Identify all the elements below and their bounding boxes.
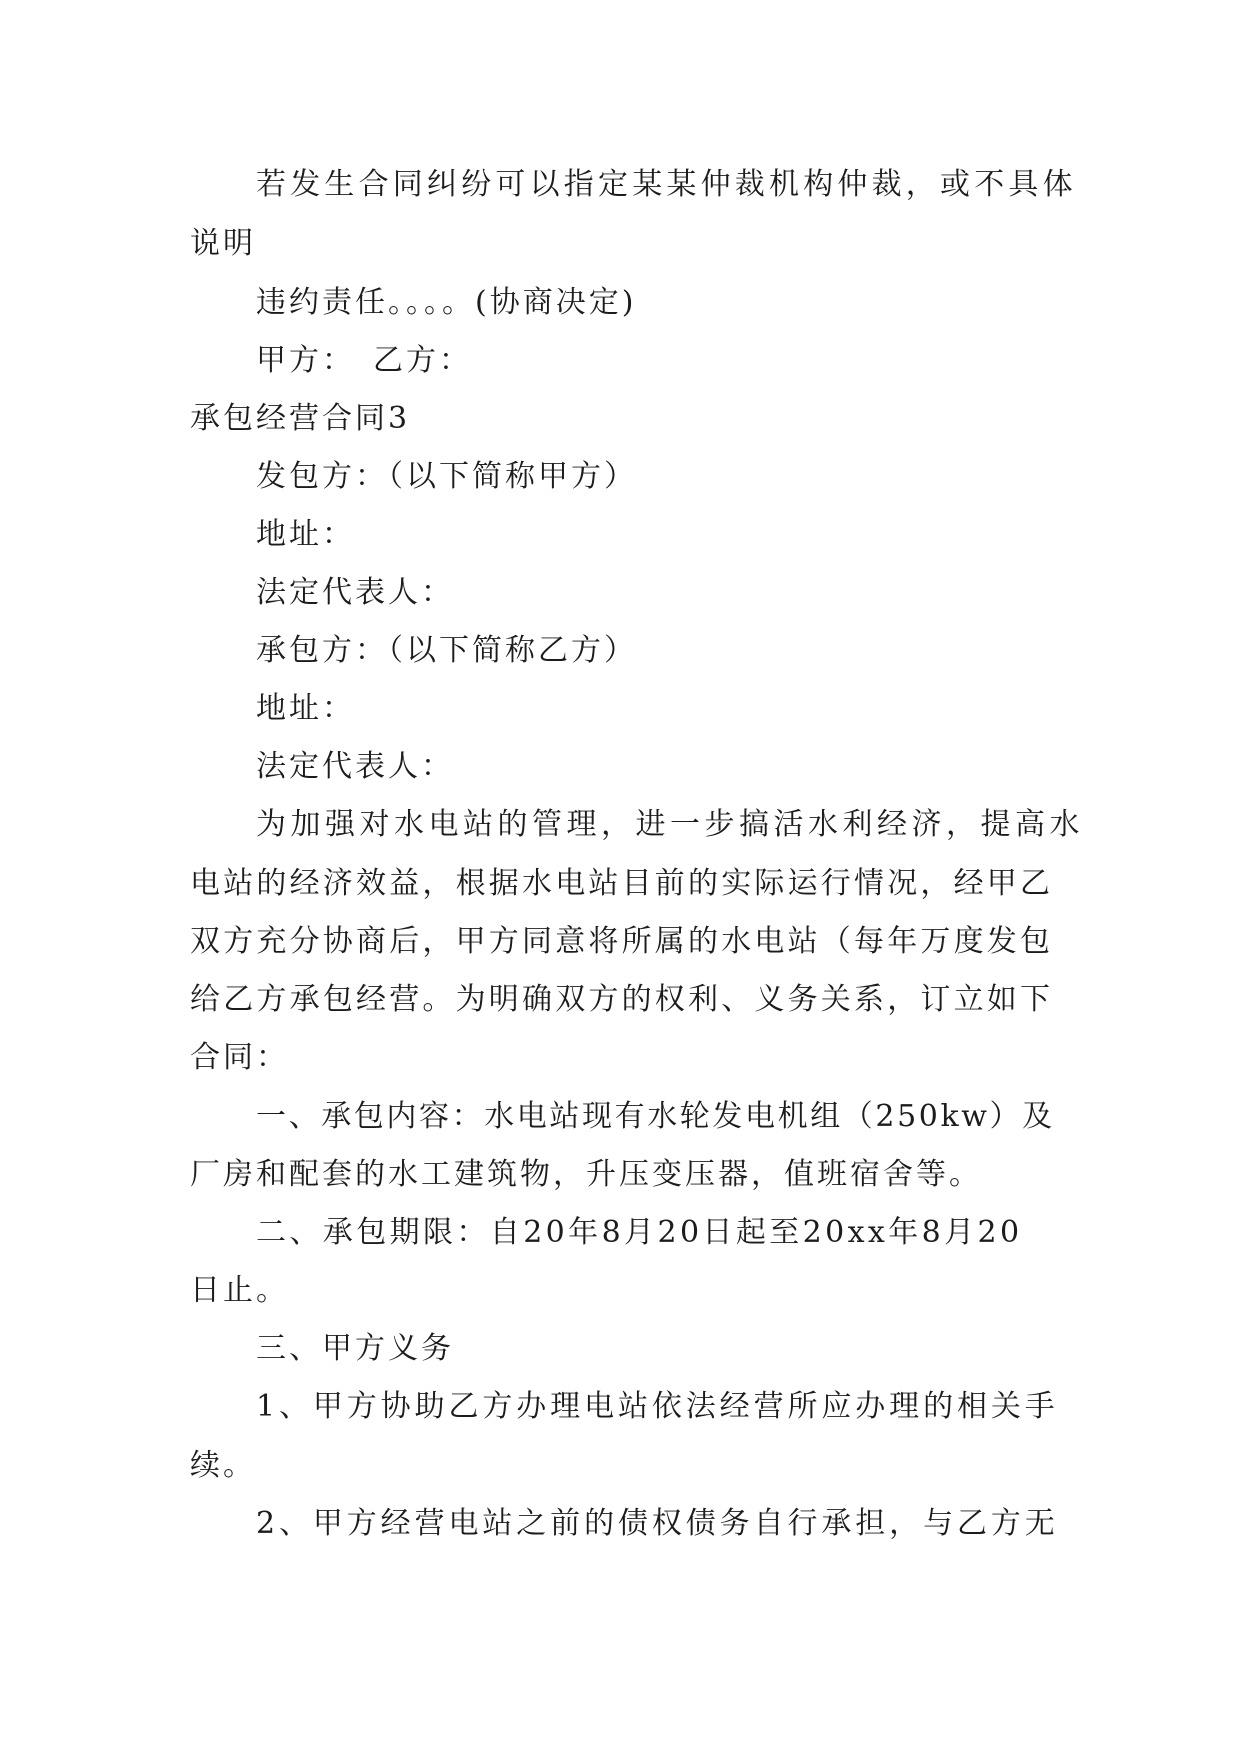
text-line: 2、甲方经营电站之前的债权债务自行承担，与乙方无 [256, 1506, 1059, 1541]
text-line: 合同： [190, 1040, 289, 1075]
text-line: 地址： [256, 691, 355, 726]
text-line: 1、甲方协助乙方办理电站依法经营所应办理的相关手 [256, 1389, 1059, 1424]
text-line: 为加强对水电站的管理，进一步搞活水利经济，提高水 [256, 807, 1084, 842]
text-line: 厂房和配套的水工建筑物，升压变压器，值班宿舍等。 [190, 1157, 982, 1192]
text-line: 违约责任。。。。(协商决定) [256, 285, 637, 320]
text-line: 双方充分协商后，甲方同意将所属的水电站（每年万度发包 [190, 924, 1054, 959]
text-line: 地址： [256, 517, 355, 552]
text-line: 法定代表人： [256, 575, 454, 610]
text-line: 法定代表人： [256, 749, 454, 784]
text-line: 续。 [190, 1448, 256, 1483]
text-line: 发包方：（以下简称甲方） [256, 459, 637, 494]
text-line: 日止。 [190, 1273, 289, 1308]
text-line: 一、承包内容：水电站现有水轮发电机组（250kw）及 [256, 1099, 1055, 1134]
text-line: 三、甲方义务 [256, 1331, 454, 1366]
text-line: 二、承包期限：自20年8月20日起至20xx年8月20 [256, 1215, 1023, 1250]
text-line: 承包方：（以下简称乙方） [256, 633, 637, 668]
section-heading: 承包经营合同3 [190, 401, 411, 436]
text-line: 电站的经济效益，根据水电站目前的实际运行情况，经甲乙 [190, 866, 1054, 901]
text-line: 甲方： 乙方： [256, 343, 472, 378]
text-line: 给乙方承包经营。为明确双方的权利、义务关系，订立如下 [190, 982, 1054, 1017]
text-line: 说明 [190, 226, 256, 261]
text-line: 若发生合同纠纷可以指定某某仲裁机构仲裁，或不具体 [256, 167, 1077, 202]
